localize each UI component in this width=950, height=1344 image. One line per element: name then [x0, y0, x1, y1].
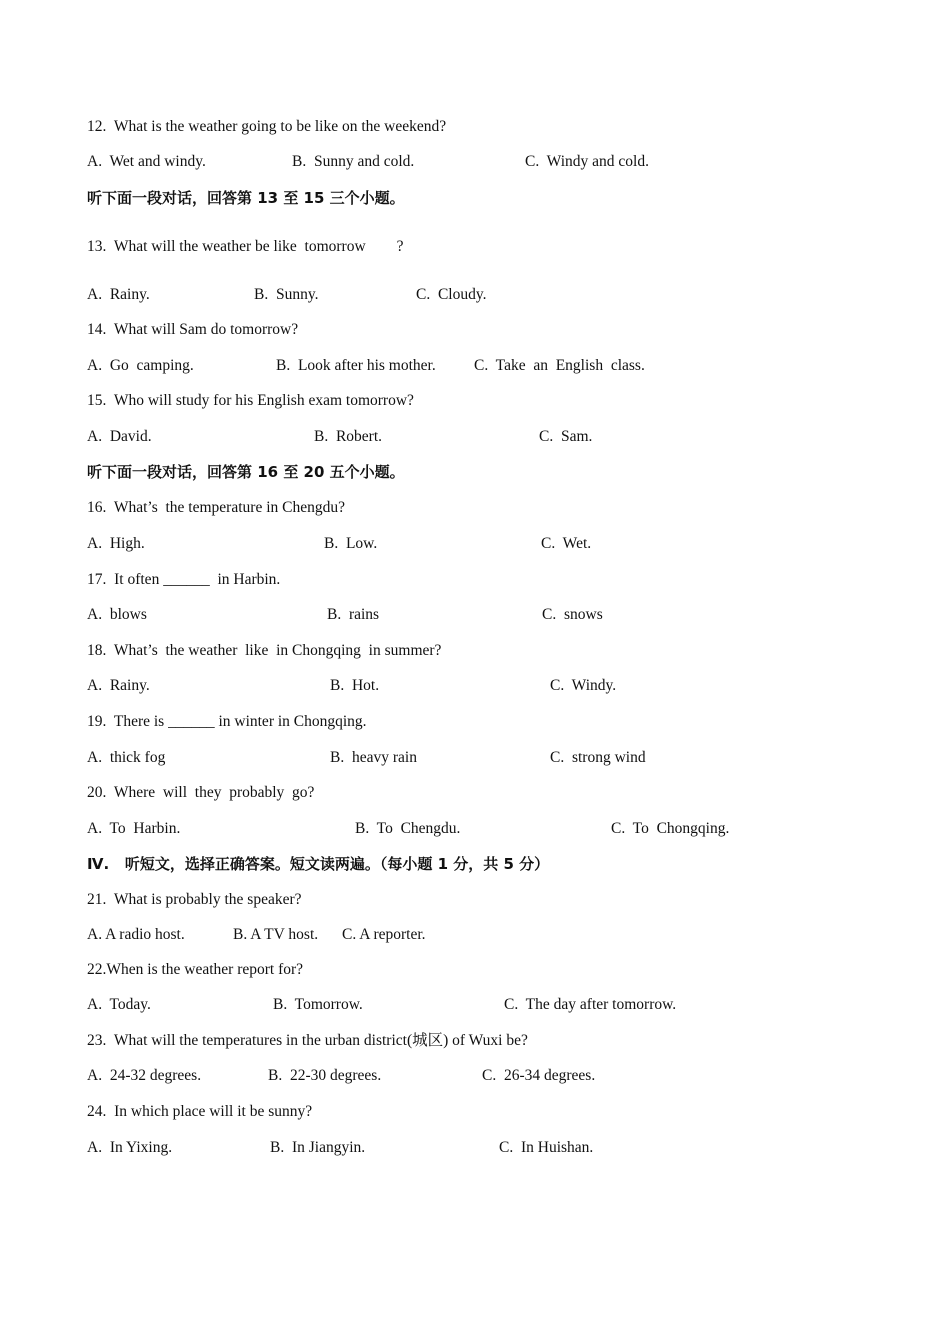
question-21: 21. What is probably the speaker?: [87, 891, 302, 908]
q13-option-a: A. Rainy.: [87, 286, 150, 303]
q23-option-b: B. 22-30 degrees.: [268, 1067, 382, 1084]
q24-option-c: C. In Huishan.: [499, 1139, 594, 1156]
q21-option-b: B. A TV host.: [233, 926, 319, 943]
q20-option-a: A. To Harbin.: [87, 820, 181, 837]
q16-option-b: B. Low.: [324, 535, 378, 552]
q14-option-c: C. Take an English class.: [474, 357, 645, 374]
section-heading-13-15: 听下面一段对话，回答第 13 至 15 三个小题。: [87, 189, 405, 207]
q19-option-a: A. thick fog: [87, 749, 166, 766]
question-20: 20. Where will they probably go?: [87, 784, 315, 801]
q18-option-c: C. Windy.: [550, 677, 617, 694]
q21-option-a: A. A radio host.: [87, 926, 185, 943]
question-23: 23. What will the temperatures in the urban district(城区) of Wuxi be?: [87, 1032, 528, 1049]
q16-option-a: A. High.: [87, 535, 145, 552]
q20-option-b: B. To Chengdu.: [355, 820, 461, 837]
q19-option-b: B. heavy rain: [330, 749, 417, 766]
q14-option-a: A. Go camping.: [87, 357, 194, 374]
q18-option-b: B. Hot.: [330, 677, 380, 694]
q14-option-b: B. Look after his mother.: [276, 357, 436, 374]
q15-option-a: A. David.: [87, 428, 152, 445]
question-22: 22.When is the weather report for?: [87, 961, 304, 978]
q15-option-b: B. Robert.: [314, 428, 383, 445]
q22-option-a: A. Today.: [87, 996, 151, 1013]
q23-option-c: C. 26-34 degrees.: [482, 1067, 596, 1084]
question-19: 19. There is ______ in winter in Chongqing.: [87, 713, 367, 730]
q12-option-c: C. Windy and cold.: [525, 153, 649, 170]
q24-option-a: A. In Yixing.: [87, 1139, 173, 1156]
question-14: 14. What will Sam do tomorrow?: [87, 321, 299, 338]
q21-option-c: C. A reporter.: [342, 926, 426, 943]
q15-option-c: C. Sam.: [539, 428, 593, 445]
q18-option-a: A. Rainy.: [87, 677, 150, 694]
question-13: 13. What will the weather be like tomorrow ?: [87, 238, 404, 255]
question-12: 12. What is the weather going to be like on the weekend?: [87, 118, 447, 135]
q13-option-c: C. Cloudy.: [416, 286, 487, 303]
q17-option-c: C. snows: [542, 606, 603, 623]
q20-option-c: C. To Chongqing.: [611, 820, 730, 837]
question-17: 17. It often ______ in Harbin.: [87, 571, 281, 588]
q16-option-c: C. Wet.: [541, 535, 592, 552]
q17-option-a: A. blows: [87, 606, 147, 623]
question-18: 18. What’s the weather like in Chongqing in summer?: [87, 642, 442, 659]
q22-option-b: B. Tomorrow.: [273, 996, 363, 1013]
q24-option-b: B. In Jiangyin.: [270, 1139, 366, 1156]
q12-option-a: A. Wet and windy.: [87, 153, 206, 170]
q23-option-a: A. 24-32 degrees.: [87, 1067, 202, 1084]
section-heading-iv: Ⅳ. 听短文，选择正确答案。短文读两遍。（每小题 1 分，共 5 分）: [87, 855, 550, 873]
question-24: 24. In which place will it be sunny?: [87, 1103, 313, 1120]
question-15: 15. Who will study for his English exam tomorrow?: [87, 392, 414, 409]
question-16: 16. What’s the temperature in Chengdu?: [87, 499, 345, 516]
q13-option-b: B. Sunny.: [254, 286, 319, 303]
q22-option-c: C. The day after tomorrow.: [504, 996, 677, 1013]
section-heading-16-20: 听下面一段对话，回答第 16 至 20 五个小题。: [87, 463, 405, 481]
q12-option-b: B. Sunny and cold.: [292, 153, 415, 170]
q19-option-c: C. strong wind: [550, 749, 646, 766]
q17-option-b: B. rains: [327, 606, 380, 623]
